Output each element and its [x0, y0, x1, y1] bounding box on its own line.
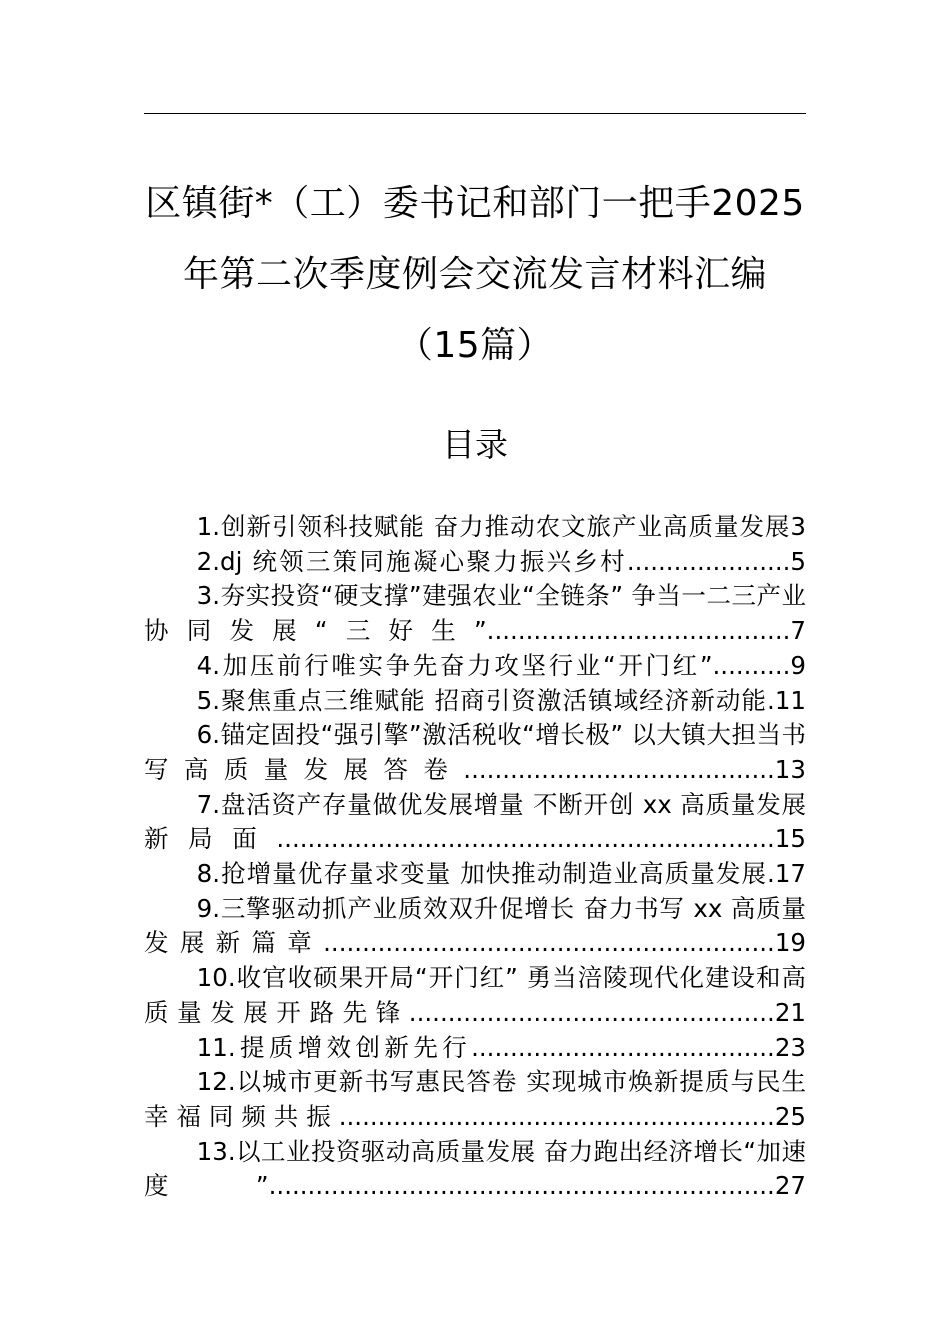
- top-rule: [144, 113, 806, 114]
- document-title: 区镇街*（工）委书记和部门一把手2025年第二次季度例会交流发言材料汇编（15篇）: [145, 183, 805, 366]
- toc-entry-10[interactable]: [144, 961, 806, 1030]
- toc-entry-text: 3.夯实投资“硬支撑”建强农业“全链条” 争当一二三产业协同发展“三好生”.......................................7: [144, 581, 806, 646]
- toc-entry-5[interactable]: [144, 684, 806, 719]
- table-of-contents: [144, 510, 806, 1204]
- toc-entry-text: 9.三擎驱动抓产业质效双升促增长 奋力书写 xx 高质量发展新篇章..........................................................19: [144, 893, 806, 958]
- toc-entry-3[interactable]: [144, 579, 806, 648]
- toc-entry-text: 13.以工业投资驱动高质量发展 奋力跑出经济增长“加速度”.................................................................27: [144, 1136, 806, 1201]
- toc-entry-8[interactable]: [144, 857, 806, 892]
- toc-entry-text: 6.锚定固投“强引擎”激活税收“增长极” 以大镇大担当书写高质量发展答卷........................................13: [144, 720, 806, 784]
- toc-heading: 目录: [442, 425, 508, 464]
- toc-entry-6[interactable]: [144, 718, 806, 787]
- toc-entry-9[interactable]: [144, 892, 806, 961]
- toc-entry-7[interactable]: [144, 788, 806, 857]
- toc-entry-text: 12.以城市更新书写惠民答卷 实现城市焕新提质与民生幸福同频共振........................................................25: [144, 1067, 806, 1131]
- toc-entry-4[interactable]: [144, 649, 806, 684]
- toc-entry-text: 5.聚焦重点三维赋能 招商引资激活镇域经济新动能.11: [196, 685, 806, 715]
- toc-entry-text: 2.dj 统领三策同施凝心聚力振兴乡村.....................5: [196, 546, 806, 576]
- toc-entry-text: 7.盘活资产存量做优发展增量 不断开创 xx 高质量发展新局面................................................................15: [144, 789, 806, 854]
- toc-entry-text: 11.提质增效创新先行.......................................23: [196, 1032, 806, 1062]
- toc-entry-13[interactable]: [144, 1135, 806, 1204]
- toc-entry-text: 1.创新引领科技赋能 奋力推动农文旅产业高质量发展3: [196, 512, 806, 541]
- toc-entry-text: 8.抢增量优存量求变量 加快推动制造业高质量发展.17: [196, 859, 806, 889]
- toc-entry-text: 10.收官收硕果开局“开门红” 勇当涪陵现代化建设和高质量发展开路先锋...............................................21: [144, 963, 806, 1027]
- toc-entry-11[interactable]: [144, 1031, 806, 1066]
- toc-entry-1[interactable]: [144, 510, 806, 545]
- toc-entry-12[interactable]: [144, 1065, 806, 1134]
- toc-entry-2[interactable]: [144, 545, 806, 580]
- toc-entry-text: 4.加压前行唯实争先奋力攻坚行业“开门红”..........9: [196, 650, 806, 680]
